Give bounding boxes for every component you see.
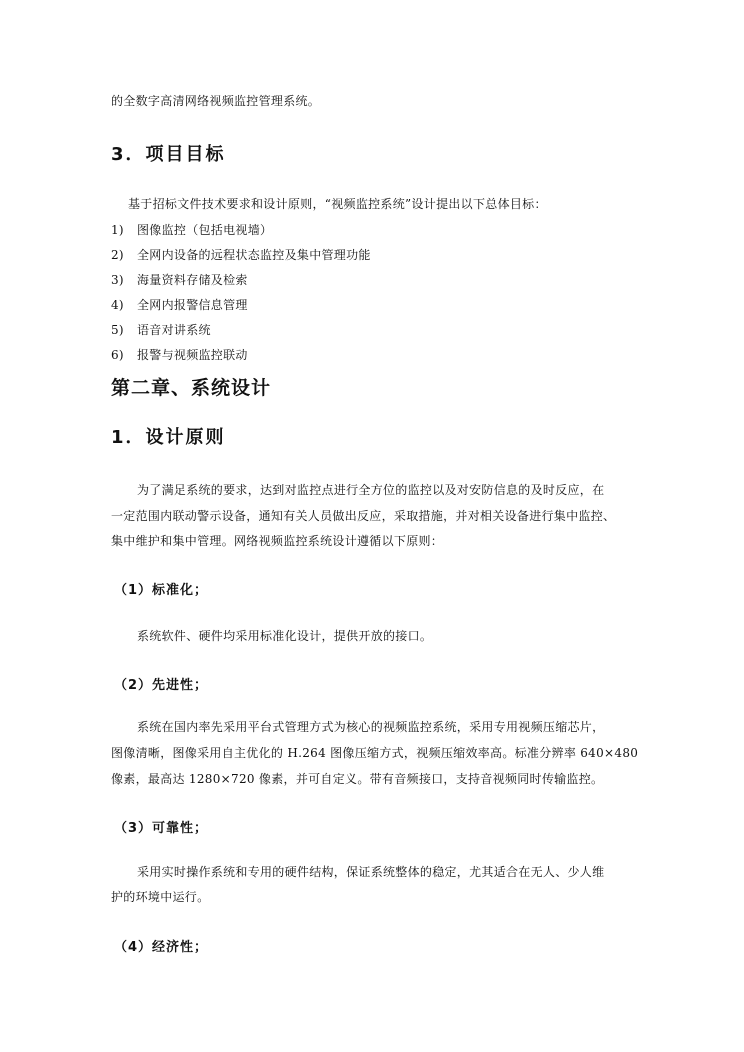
section3-heading: 3．项目目标 xyxy=(111,144,226,165)
principles-intro-line: 为了满足系统的要求，达到对监控点进行全方位的监控以及对安防信息的及时反应，在 xyxy=(137,483,605,497)
principle-text-line: 系统在国内率先采用平台式管理方式为核心的视频监控系统，采用专用视频压缩芯片， xyxy=(137,720,605,734)
principle-title: （3）可靠性； xyxy=(114,821,209,836)
goal-item: 3) 海量资料存储及检索 xyxy=(111,273,248,287)
section3-lead: 基于招标文件技术要求和设计原则，“视频监控系统”设计提出以下总体目标： xyxy=(128,197,547,211)
principle-title: （4）经济性； xyxy=(114,940,209,955)
principle-text-line: 像素，最高达 1280×720 像素，并可自定义。带有音频接口，支持音视频同时传输监控。 xyxy=(111,772,604,786)
principle-title: （1）标准化； xyxy=(114,583,209,598)
principles-heading: 1．设计原则 xyxy=(111,427,226,448)
principles-intro-line: 集中维护和集中管理。网络视频监控系统设计遵循以下原则： xyxy=(111,534,444,548)
principle-text-line: 护的环境中运行。 xyxy=(111,890,210,904)
chapter2-heading: 第二章、系统设计 xyxy=(111,377,272,399)
goal-item: 4) 全网内报警信息管理 xyxy=(111,298,248,312)
principle-text-line: 系统软件、硬件均采用标准化设计，提供开放的接口。 xyxy=(137,629,433,643)
intro-tail-paragraph: 的全数字高清网络视频监控管理系统。 xyxy=(111,94,321,108)
principle-text-line: 图像清晰，图像采用自主优化的 H.264 图像压缩方式，视频压缩效率高。标准分辨率 640×480 xyxy=(111,746,639,760)
principle-text-line: 采用实时操作系统和专用的硬件结构，保证系统整体的稳定，尤其适合在无人、少人维 xyxy=(137,865,605,879)
goal-item: 2) 全网内设备的远程状态监控及集中管理功能 xyxy=(111,248,371,262)
goal-item: 5) 语音对讲系统 xyxy=(111,323,211,337)
principles-intro-line: 一定范围内联动警示设备，通知有关人员做出反应，采取措施，并对相关设备进行集中监控、 xyxy=(111,509,616,523)
goal-item: 1) 图像监控（包括电视墙） xyxy=(111,223,273,237)
principle-title: （2）先进性； xyxy=(114,678,209,693)
goal-item: 6) 报警与视频监控联动 xyxy=(111,348,248,362)
